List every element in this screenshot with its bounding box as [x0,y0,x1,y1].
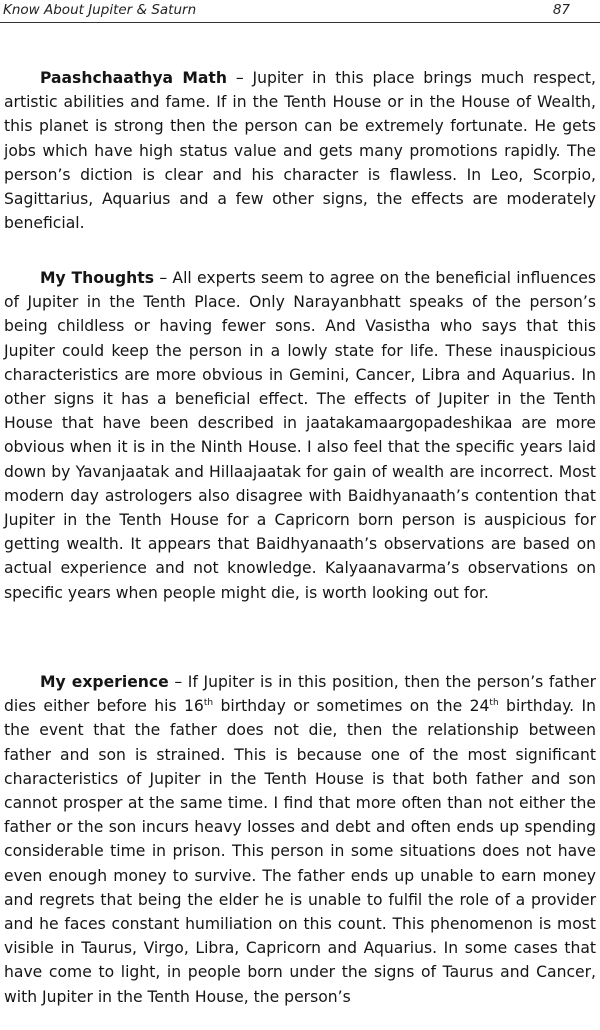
paragraph-body: – All experts seem to agree on the beneficial influences of Jupiter in the Tenth Place. Only Narayanbhatt speaks of the person’s being childless or having fewer sons. And Vasistha who says that this Jupiter could keep the person in a lowly state for life. These inauspicious characteristics are more obvious in Gemini, Cancer, Libra and Aquarius. In other signs it has a beneficial effect. The effects of Jupiter in the Tenth House that have been described in jaatakamaargopadeshikaa are more obvious when it is in the Ninth House. I also feel that the specific years laid down by Yavanjaatak and Hillaajaatak for gain of wealth are incorrect. Most modern day astrologers also disagree with Baidhyanaath’s contention that Jupiter in the Tenth House for a Capricorn born person is auspicious for getting wealth. It appears that Baidhyanaath’s observations are based on actual experience and not knowledge. Kalyaanavarma’s observations on specific years when people might die, is worth looking out for. [4,269,596,602]
paragraph-heading: Paashchaathya Math [40,69,227,87]
ordinal-suffix: th [489,698,499,709]
page-header [0,0,600,24]
paragraph-body: – Jupiter in this place brings much respect, artistic abilities and fame. If in the Tenth House or in the House of Wealth, this planet is strong then the person can be extremely fortunate. He gets jobs which have high status value and gets many promotions rapidly. The person’s diction is clear and his character is flawless. In Leo, Scorpio, Sagittarius, Aquarius and a few other signs, the effects are moderately beneficial. [4,69,596,233]
paragraph-my-thoughts [4,266,596,605]
header-divider [0,22,600,23]
ordinal-suffix: th [203,698,214,709]
paragraph-paashchaathya-math [4,66,596,235]
page-number: 87 [552,2,570,18]
paragraph-my-experience [4,670,596,1009]
paragraph-heading: My Thoughts [40,269,155,287]
paragraph-heading: My experience [40,673,169,691]
paragraph-body-part: – If Jupiter is in this position, then the person’s father dies either before his 16 [4,673,596,716]
paragraph-body-part: birthday. In the event that the father does not die, then the relationship between father and son is strained. This is because one of the most significant characteristics of Jupiter in the Tenth House is that both father and son cannot prosper at the same time. I find that more often than not either the father or the son incurs heavy losses and debt and often ends up spending considerable time in prison. This person in some situations does not have even enough money to survive. The father ends up unable to earn money and regrets that being the elder he is unable to fulfil the role of a provider and he faces constant humiliation on this count. This phenomenon is most visible in Taurus, Virgo, Libra, Capricorn and Aquarius. In some cases that have come to light, in people born under the signs of Taurus and Cancer, with Jupiter in the Tenth House, the person’s [4,697,596,1006]
paragraph-body-part: birthday or sometimes on the 24 [213,697,490,716]
running-header-title: Know About Jupiter & Saturn [3,2,197,18]
